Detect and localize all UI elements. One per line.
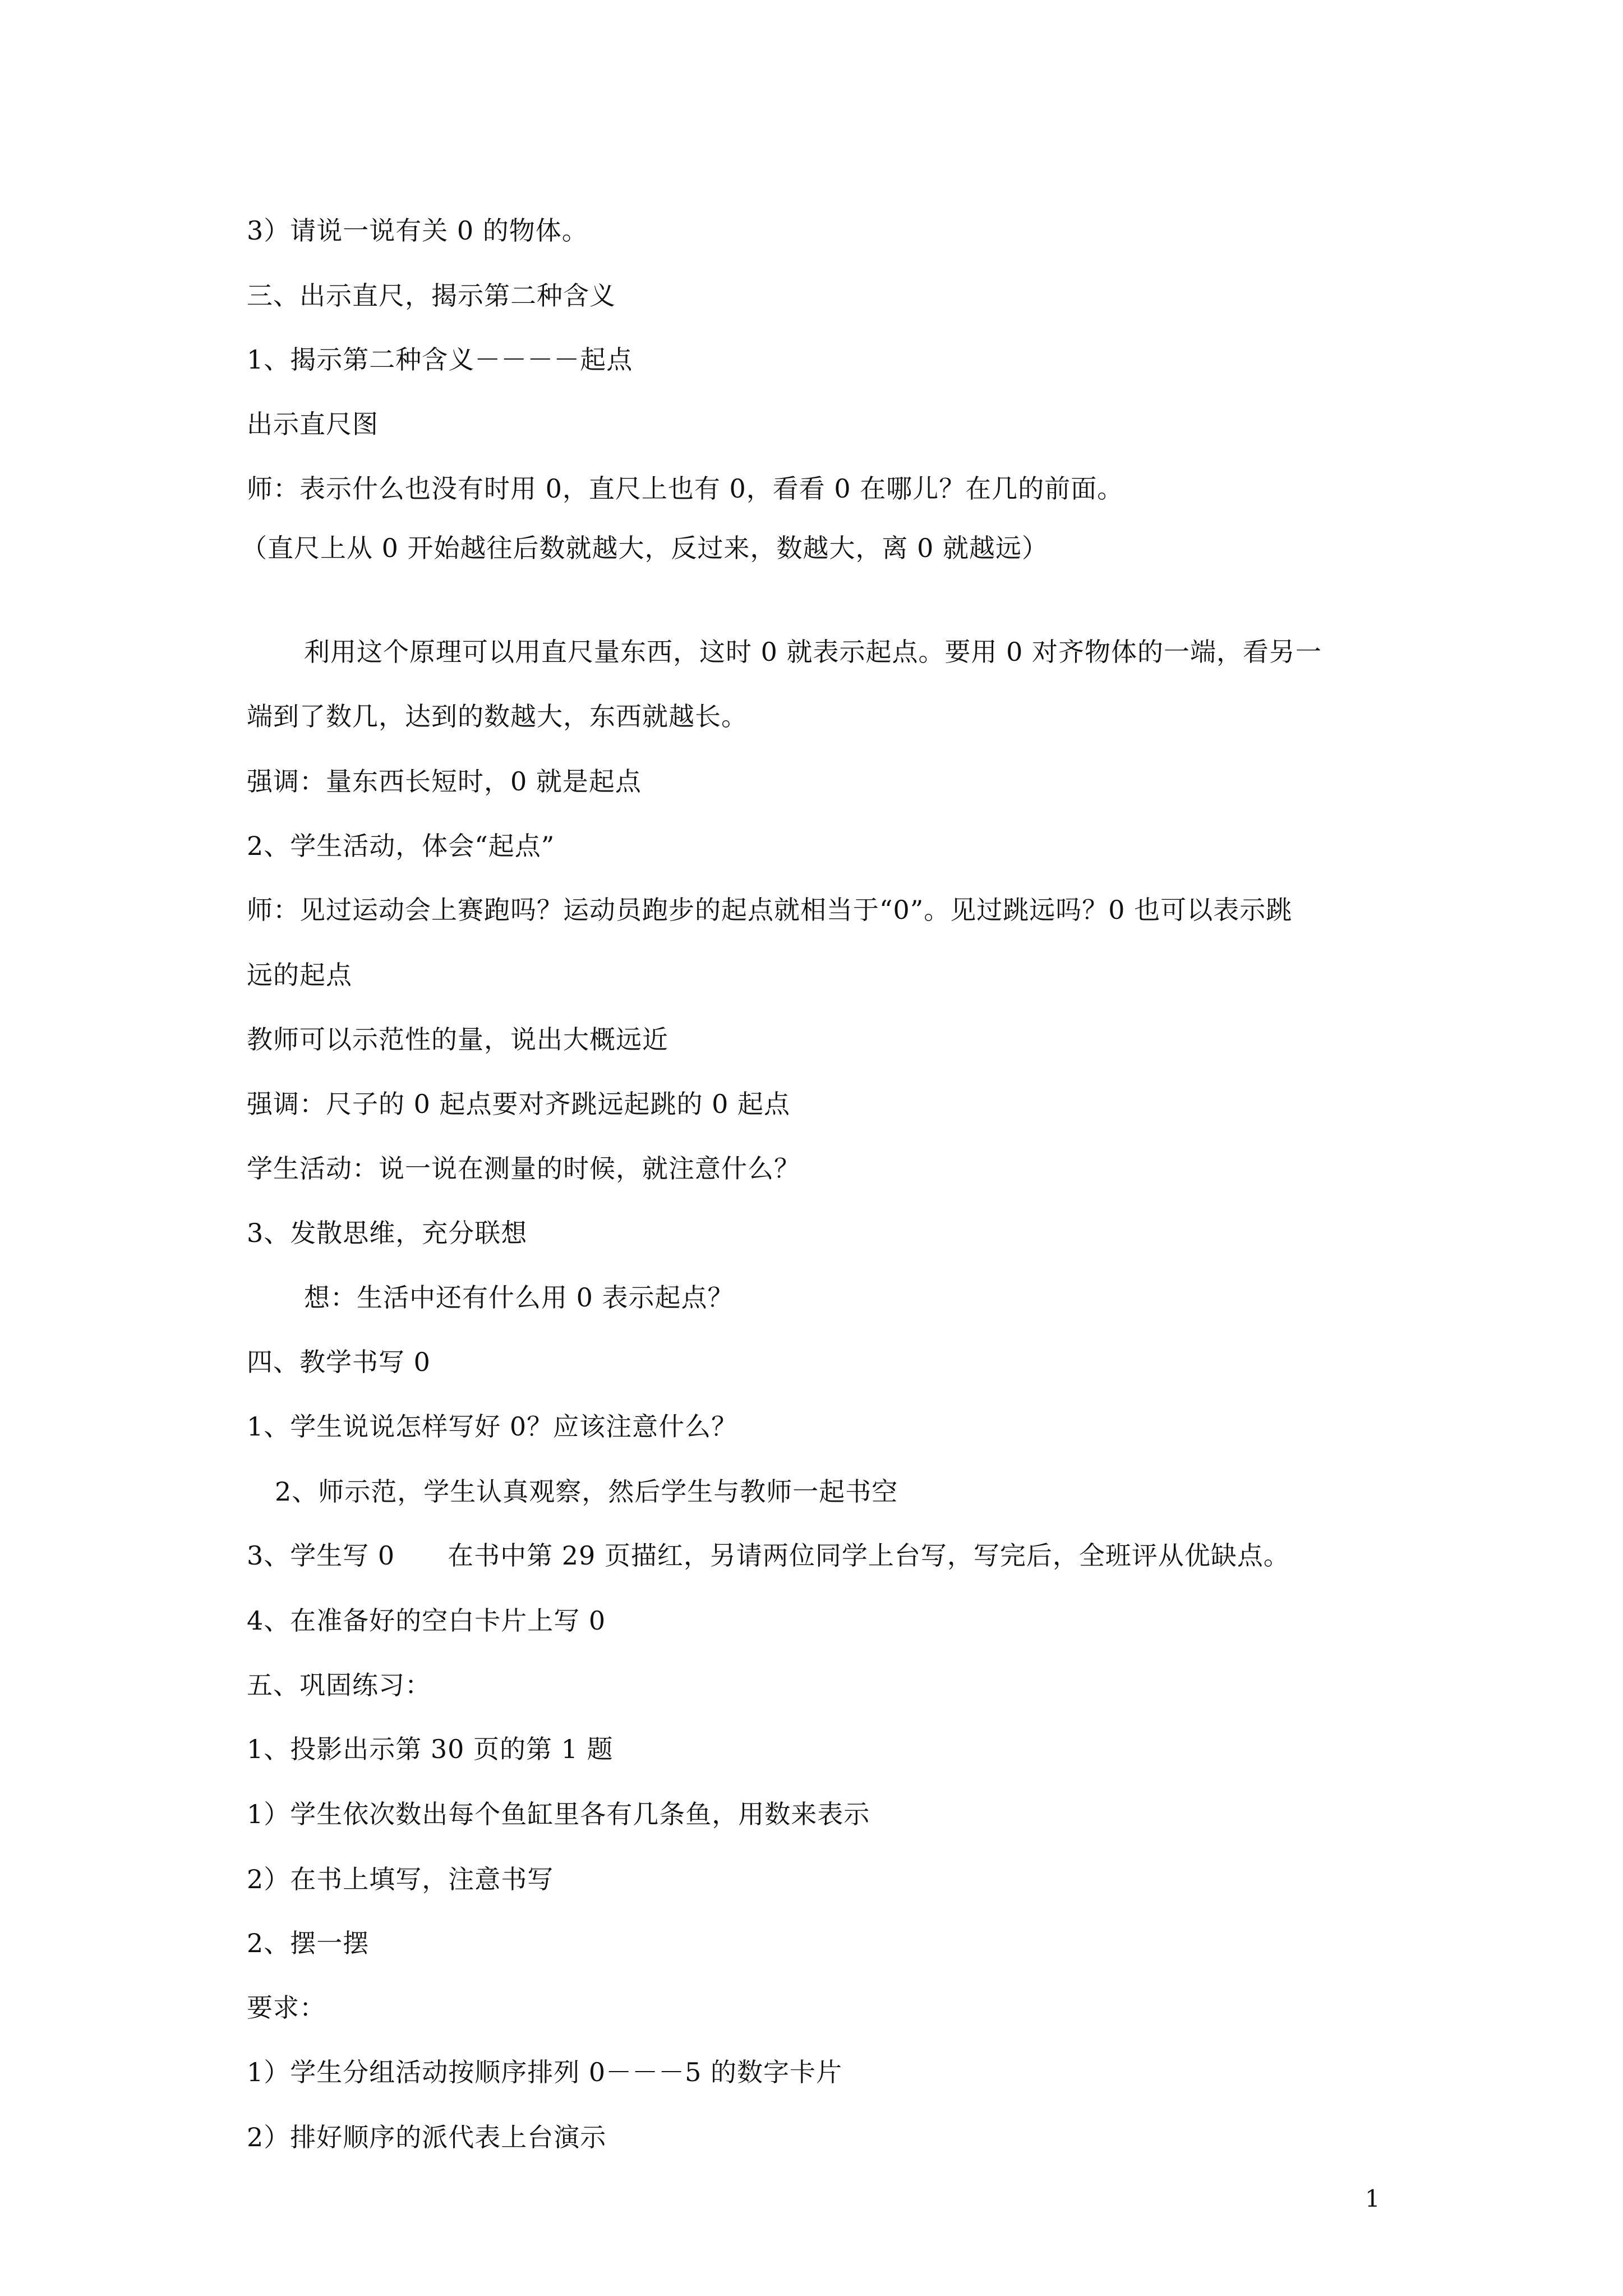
text-line: 1）学生依次数出每个鱼缸里各有几条鱼，用数来表示 (247, 1799, 870, 1829)
page-number: 1 (1365, 2185, 1380, 2212)
text-line: 2、师示范，学生认真观察，然后学生与教师一起书空 (275, 1476, 898, 1507)
text-line: 3、学生写 0 在书中第 29 页描红，另请两位同学上台写，写完后，全班评从优缺点。 (247, 1540, 1290, 1571)
text-line: （直尺上从 0 开始越往后数就越大，反过来，数越大，离 0 就越远） (241, 533, 1049, 563)
text-line: 2、摆一摆 (247, 1928, 370, 1958)
section-heading: 四、教学书写 0 (247, 1347, 431, 1377)
text-line: 要求： (247, 1993, 326, 2023)
text-line: 4、在准备好的空白卡片上写 0 (247, 1605, 606, 1636)
text-line: 端到了数几，达到的数越大，东西就越长。 (247, 701, 748, 731)
text-line: 3、发散思维，充分联想 (247, 1218, 528, 1248)
text-line: 想：生活中还有什么用 0 表示起点？ (304, 1282, 734, 1313)
text-line: 学生活动：说一说在测量的时候，就注意什么？ (247, 1153, 800, 1184)
text-line: 师：表示什么也没有时用 0，直尺上也有 0，看看 0 在哪儿？在几的前面。 (247, 473, 1124, 504)
text-line: 3）请说一说有关 0 的物体。 (247, 215, 588, 246)
text-line: 强调：尺子的 0 起点要对齐跳远起跳的 0 起点 (247, 1089, 791, 1119)
text-line: 远的起点 (247, 960, 352, 990)
text-line: 2）在书上填写，注意书写 (247, 1864, 554, 1894)
text-line: 师：见过运动会上赛跑吗？运动员跑步的起点就相当于“0”。见过跳远吗？0 也可以表示跳 (247, 895, 1293, 925)
text-line: 1）学生分组活动按顺序排列 0－－－5 的数字卡片 (247, 2057, 843, 2087)
text-line: 利用这个原理可以用直尺量东西，这时 0 就表示起点。要用 0 对齐物体的一端，看另一 (304, 637, 1322, 667)
text-line: 教师可以示范性的量，说出大概远近 (247, 1024, 668, 1055)
text-line: 2）排好顺序的派代表上台演示 (247, 2122, 607, 2152)
text-line: 1、投影出示第 30 页的第 1 题 (247, 1734, 614, 1764)
text-line: 1、学生说说怎样写好 0？应该注意什么？ (247, 1411, 738, 1442)
text-line: 强调：量东西长短时，0 就是起点 (247, 766, 642, 797)
text-line: 2、学生活动，体会“起点” (247, 831, 555, 861)
text-line: 1、揭示第二种含义－－－－起点 (247, 344, 633, 375)
text-line: 出示直尺图 (247, 409, 379, 439)
section-heading: 五、巩固练习： (247, 1670, 431, 1700)
section-heading: 三、出示直尺，揭示第二种含义 (247, 280, 616, 311)
